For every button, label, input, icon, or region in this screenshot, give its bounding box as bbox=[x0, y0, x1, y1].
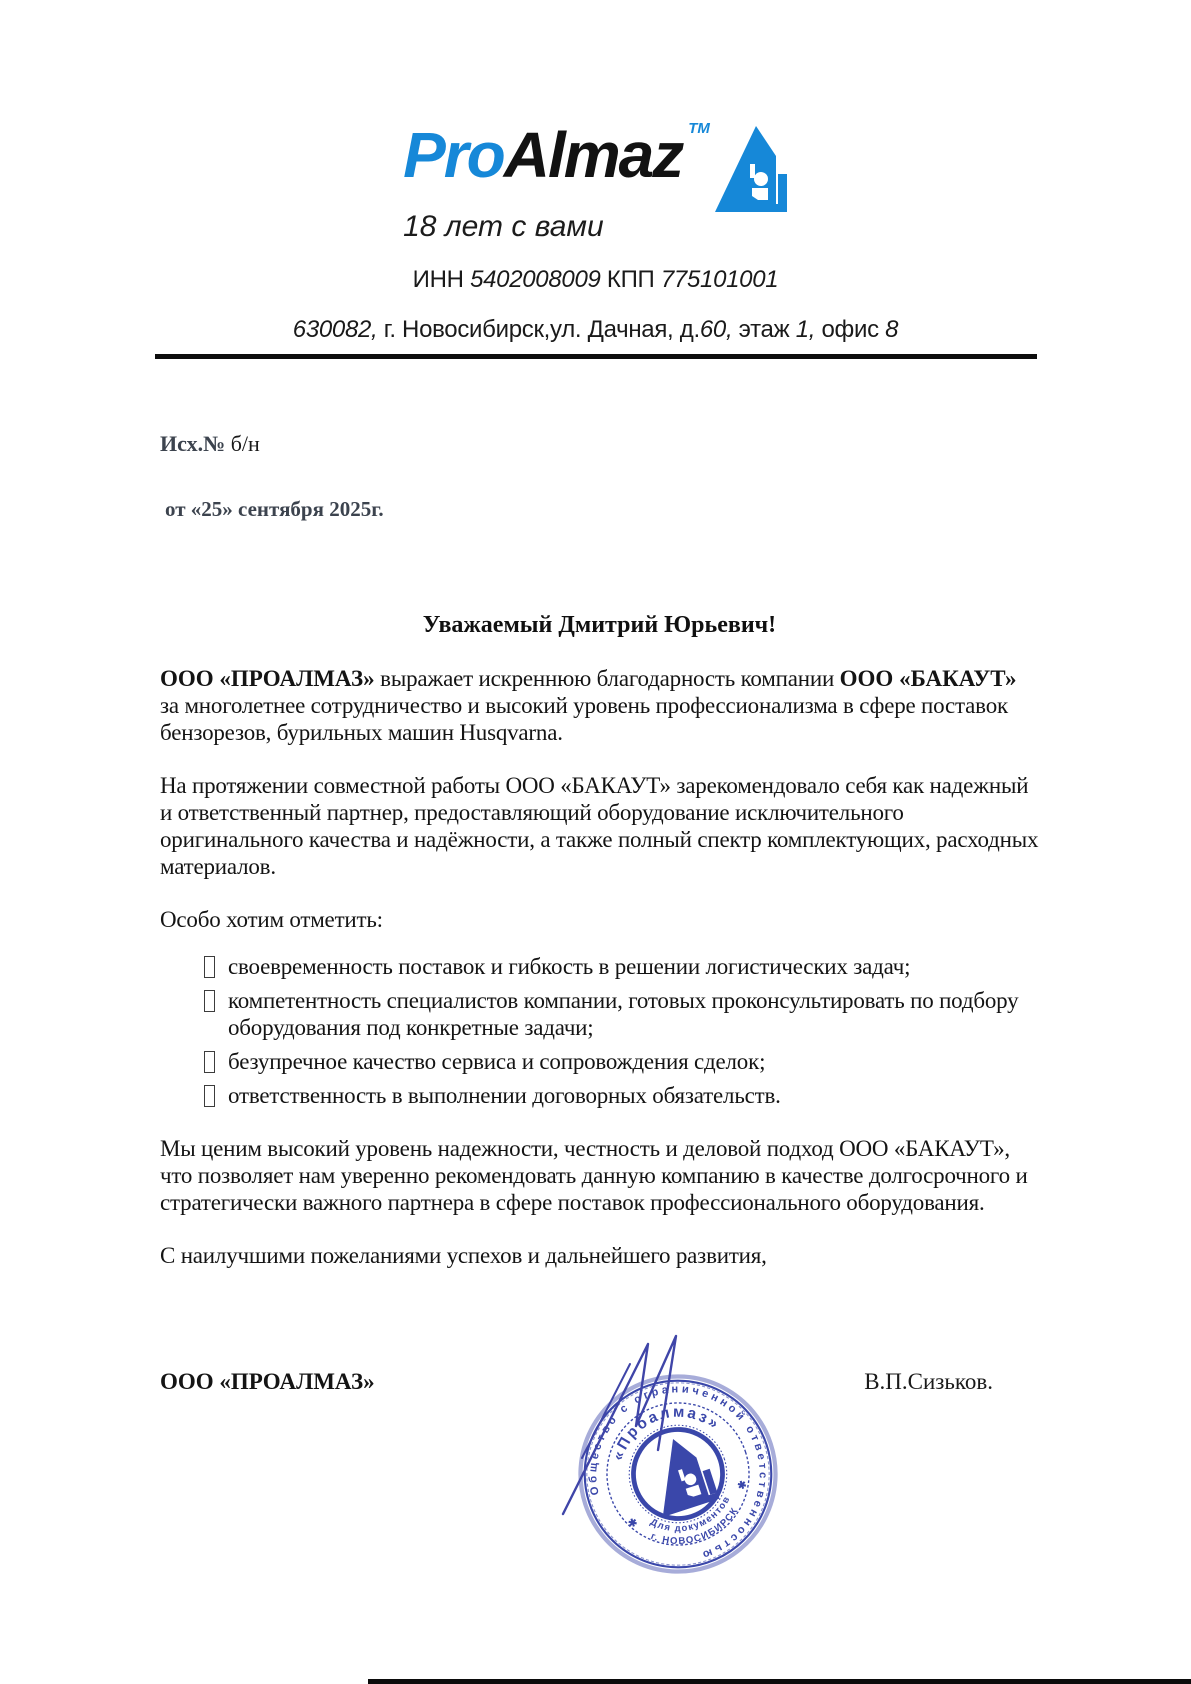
letterhead bbox=[0, 0, 1191, 359]
address-city-street: г. Новосибирск,ул. Дачная, д. bbox=[377, 316, 700, 343]
company-name-bold: ООО «ПРОАЛМАЗ» bbox=[160, 666, 375, 691]
stamp-outer-text: Общество с ограниченной ответственностью bbox=[587, 1383, 769, 1562]
stamp-inner-name: «Проалмаз» bbox=[609, 1403, 724, 1463]
address-office: 8 bbox=[885, 316, 899, 343]
tofu-bullet-icon bbox=[204, 1051, 215, 1073]
kpp-label: КПП bbox=[600, 266, 661, 293]
outgoing-value: б/н bbox=[225, 431, 260, 456]
paragraph-wishes: С наилучшими пожеланиями успехов и дальнейшего развития, bbox=[160, 1243, 767, 1268]
paragraph-gratitude bbox=[160, 665, 1039, 746]
tofu-bullet-icon bbox=[204, 1085, 215, 1107]
outgoing-number-line bbox=[160, 431, 1039, 457]
bottom-edge-bar bbox=[368, 1679, 1191, 1684]
logo-wordmark bbox=[403, 112, 682, 198]
stamp-star-right: ✱ bbox=[736, 1478, 749, 1493]
outgoing-label: Исх.№ bbox=[160, 431, 226, 456]
bullet-text: безупречное качество сервиса и сопровождения сделок; bbox=[228, 1049, 766, 1074]
list-item bbox=[204, 1082, 1039, 1109]
trademark-mark: TM bbox=[688, 120, 710, 137]
list-item bbox=[204, 987, 1039, 1041]
inn-label: ИНН bbox=[412, 266, 471, 293]
logo-tagline: 18 лет с вами bbox=[403, 210, 604, 243]
logo-triangle-icon bbox=[714, 122, 788, 214]
address-line bbox=[0, 316, 1191, 344]
paragraph-note-intro: Особо хотим отметить: bbox=[160, 907, 383, 932]
paragraph-cooperation: На протяжении совместной работы ООО «БАКАУТ» зарекомендовало себя как надежный и ответственный партнер, предоставляющий оборудование исключительного оригинального качества и надёжности, а также полный спектр комплектующих, расходных материалов. bbox=[160, 773, 1039, 879]
address-office-label: офис bbox=[815, 316, 886, 343]
paragraph-gratitude-text1: выражает искреннюю благодарность компании bbox=[374, 666, 840, 691]
partner-name-bold: ООО «БАКАУТ» bbox=[839, 666, 1017, 691]
company-logo bbox=[403, 112, 788, 244]
stamp-star-left: ✱ bbox=[626, 1516, 640, 1531]
bullet-text: ответственность в выполнении договорных обязательств. bbox=[228, 1083, 781, 1108]
paragraph-recommendation: Мы ценим высокий уровень надежности, честность и деловой подход ООО «БАКАУТ», что позволяет нам уверенно рекомендовать данную компанию в качестве долгосрочного и стратегически важного партнера в сфере поставок профессионального оборудования. bbox=[160, 1136, 1028, 1215]
signature-scribble bbox=[558, 1328, 692, 1518]
kpp-value: 775101001 bbox=[660, 266, 779, 293]
inn-value: 5402008009 bbox=[470, 266, 601, 293]
tofu-bullet-icon bbox=[204, 956, 215, 978]
signature-company: ООО «ПРОАЛМАЗ» bbox=[160, 1369, 375, 1394]
date-line: от «25» сентября 2025г. bbox=[165, 497, 384, 521]
list-item bbox=[204, 1048, 1039, 1075]
address-zip: 630082, bbox=[292, 316, 378, 343]
list-item bbox=[204, 953, 1039, 980]
stamp-city-text: г. НОВОСИБИРСК bbox=[649, 1505, 741, 1548]
salutation: Уважаемый Дмитрий Юрьевич! bbox=[422, 612, 777, 638]
bullet-list bbox=[160, 953, 1039, 1109]
logo-almaz-text: Almaz bbox=[503, 119, 683, 191]
paragraph-gratitude-text2: за многолетнее сотрудничество и высокий уровень профессионализма в сфере поставок бензорезов, бурильных машин Husqvarna. bbox=[160, 693, 1008, 745]
address-floor: 1, bbox=[795, 316, 816, 343]
stamp-purpose-text: Для документов bbox=[648, 1493, 733, 1535]
inn-kpp-line bbox=[0, 266, 1191, 294]
header-divider-rule bbox=[155, 354, 1037, 359]
address-floor-label: этаж bbox=[732, 316, 796, 343]
tofu-bullet-icon bbox=[204, 990, 215, 1012]
logo-pro-text: Pro bbox=[403, 119, 504, 191]
bullet-text: своевременность поставок и гибкость в решении логистических задач; bbox=[228, 954, 911, 979]
letter-body bbox=[0, 431, 1191, 1395]
address-house: 60, bbox=[699, 316, 733, 343]
signer-name: В.П.Сизьков. bbox=[864, 1369, 993, 1394]
bullet-text: компетентность специалистов компании, готовых проконсультировать по подбору оборудования под конкретные задачи; bbox=[228, 988, 1019, 1040]
